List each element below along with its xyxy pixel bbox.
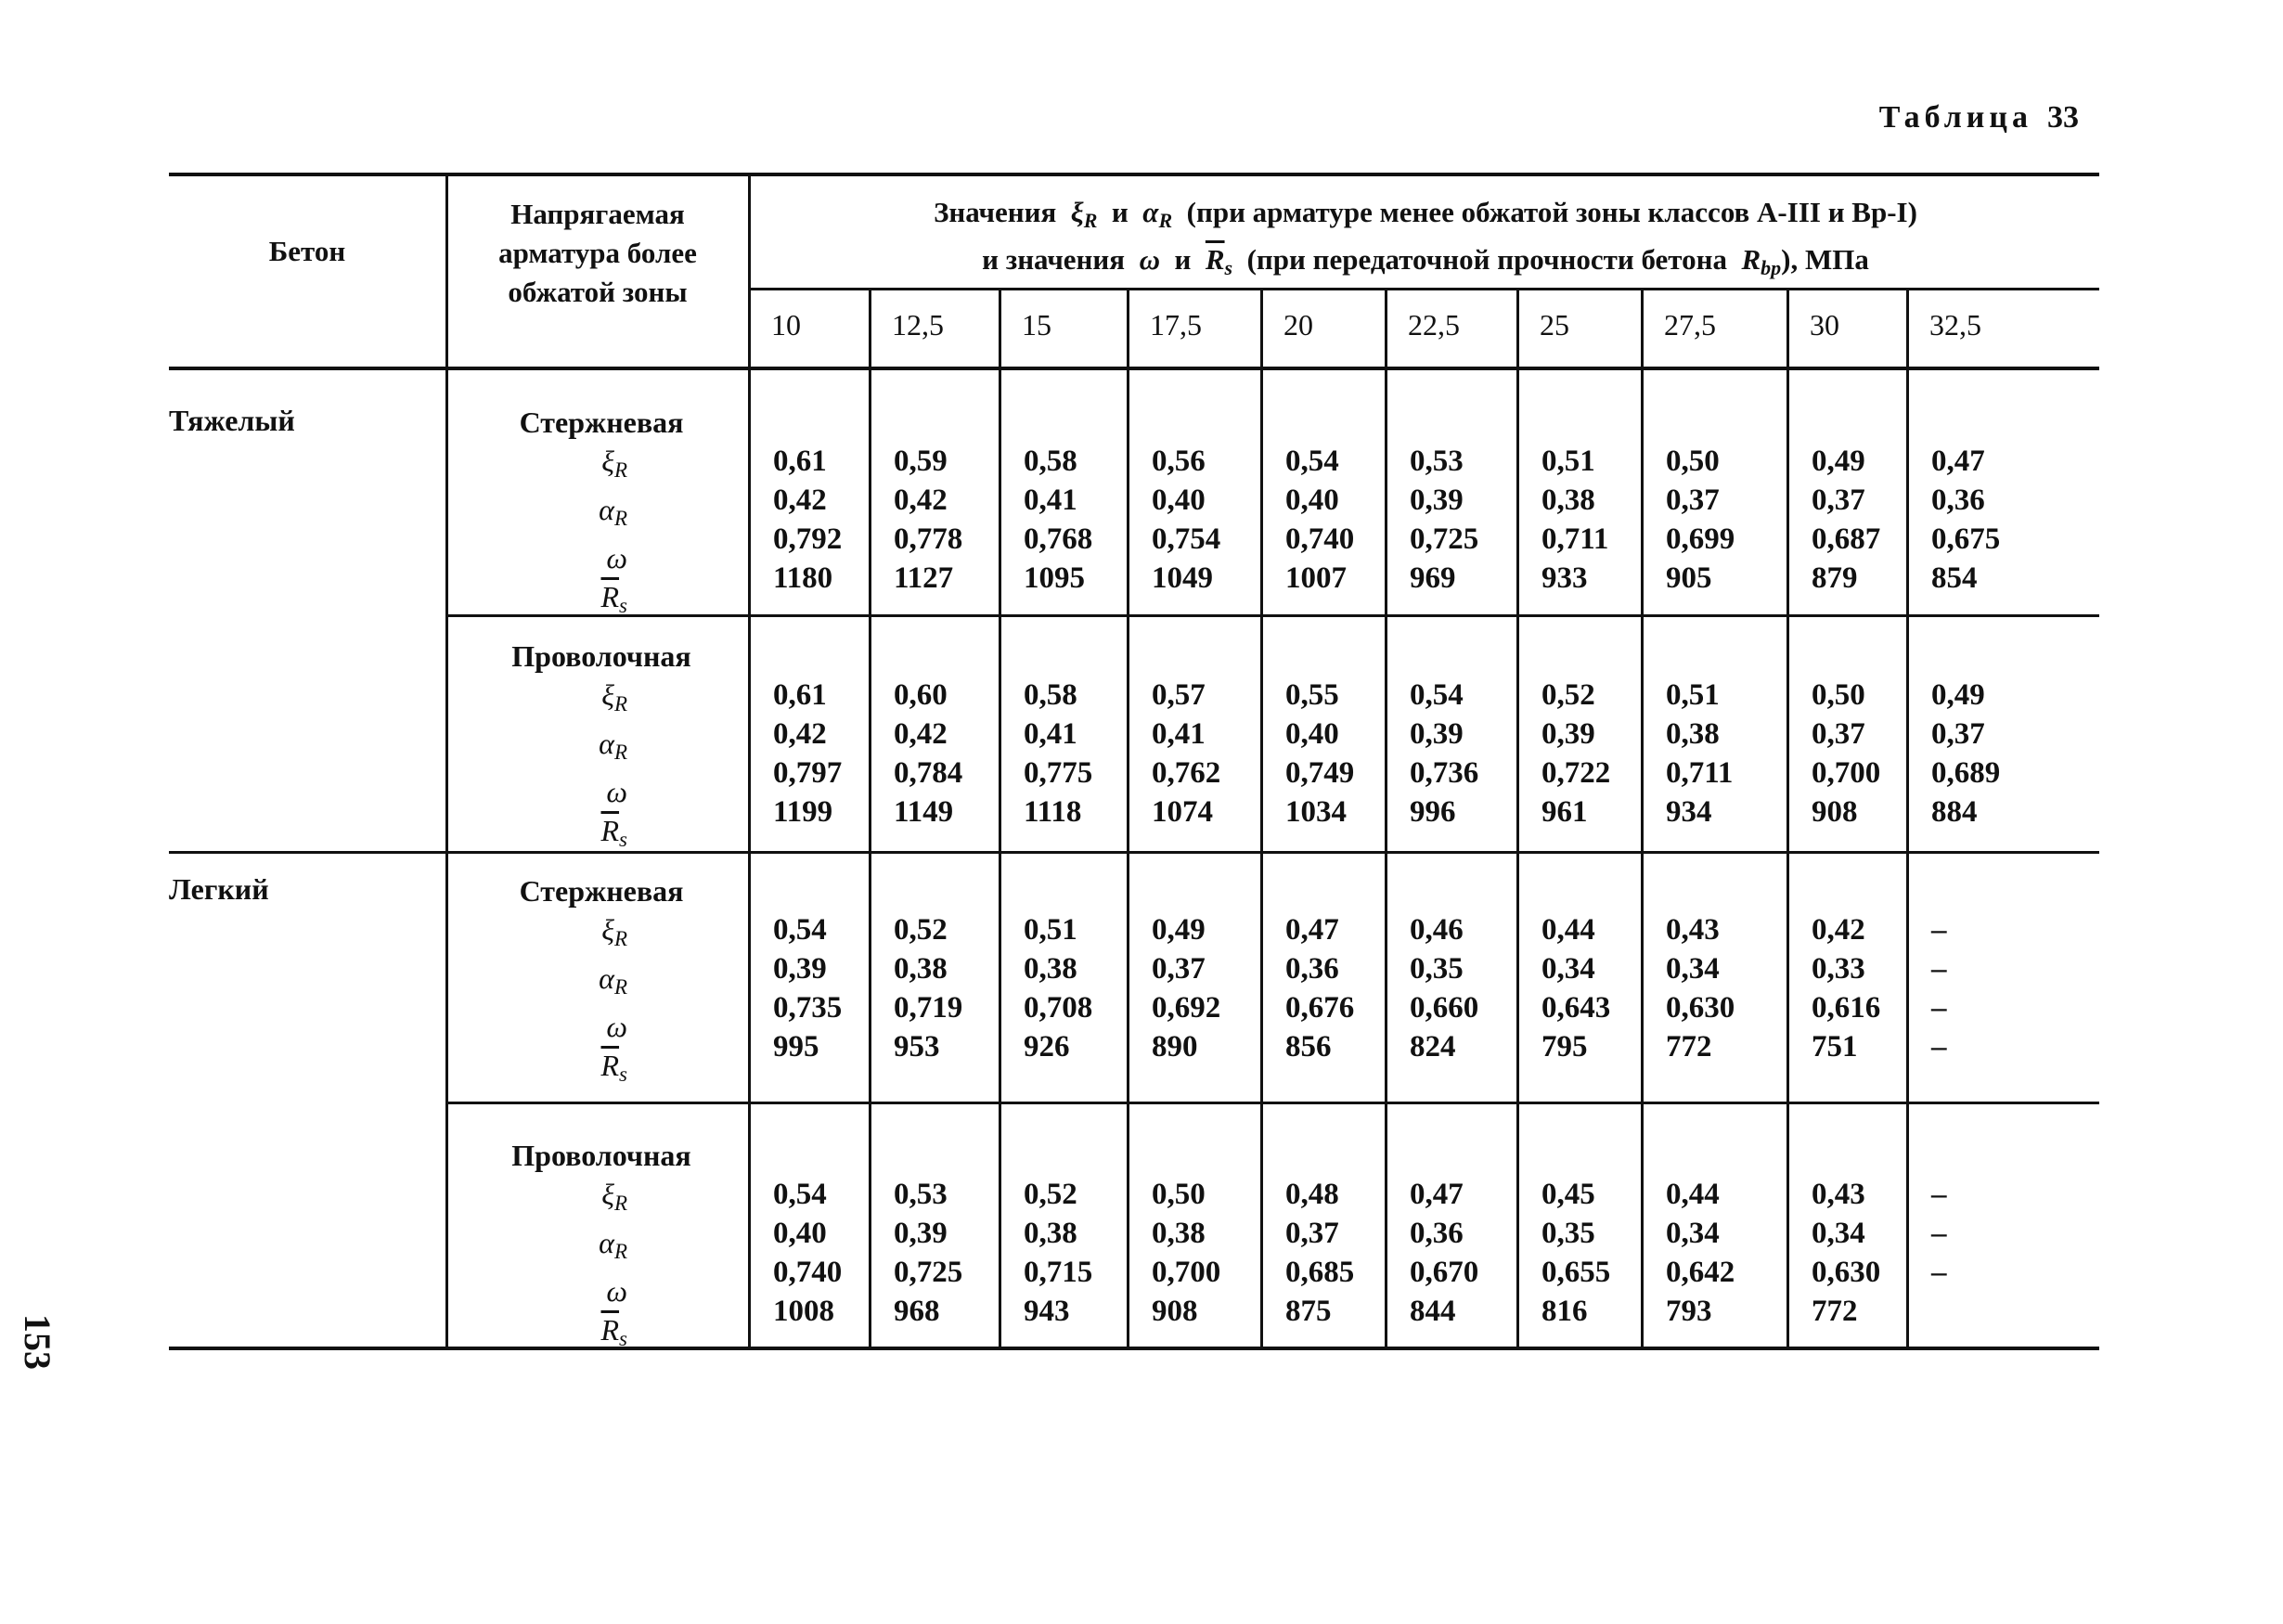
value-cell: 844 xyxy=(1410,1295,1456,1328)
omega-symbol: ω xyxy=(606,775,627,808)
value-cell: 772 xyxy=(1666,1030,1712,1063)
block-rule-3 xyxy=(447,1102,2099,1104)
value-column xyxy=(1909,1175,2099,1331)
value-cell: 0,36 xyxy=(1285,952,1339,986)
page-number: 153 xyxy=(17,1314,58,1370)
armature-block xyxy=(453,871,750,1094)
value-cell: 0,34 xyxy=(1812,1217,1865,1250)
value-cell: 0,55 xyxy=(1285,678,1339,712)
value-column xyxy=(871,1175,999,1331)
value-cell: 0,50 xyxy=(1152,1178,1206,1211)
value-cell: 879 xyxy=(1812,561,1858,595)
value-cell: 0,54 xyxy=(773,913,827,947)
value-column xyxy=(1909,676,2099,831)
xi-r-symbol: $\xi_R$ xyxy=(1064,196,1098,232)
value-column xyxy=(1644,442,1786,598)
value-cell: 0,37 xyxy=(1812,483,1865,517)
value-cell: 1049 xyxy=(1152,561,1213,595)
value-cell: 0,42 xyxy=(1812,913,1865,947)
value-cell: 0,675 xyxy=(1931,522,2001,556)
value-column xyxy=(871,442,999,598)
value-cell: 996 xyxy=(1410,795,1456,829)
value-column xyxy=(1001,910,1127,1066)
value-cell: 0,51 xyxy=(1541,445,1595,478)
value-cell: – xyxy=(1931,1256,1947,1289)
rs-bar-symbol: $\overline{R}_s$ xyxy=(600,580,627,617)
value-cell: 0,797 xyxy=(773,756,843,790)
xi-r-symbol: $\xi_R$ xyxy=(601,913,627,950)
header-text: и xyxy=(1111,196,1129,228)
value-cell: 0,37 xyxy=(1666,483,1720,517)
value-cell: – xyxy=(1931,991,1947,1025)
value-cell: 0,49 xyxy=(1931,678,1985,712)
value-cell: 0,685 xyxy=(1285,1256,1355,1289)
value-cell: 884 xyxy=(1931,795,1978,829)
value-cell: 0,643 xyxy=(1541,991,1611,1025)
concrete-light: Легкий xyxy=(169,872,269,906)
value-cell: 0,39 xyxy=(894,1217,948,1250)
value-column xyxy=(1789,1175,1906,1331)
value-cell: 0,687 xyxy=(1812,522,1881,556)
strength-header: 27,5 xyxy=(1664,308,1716,342)
value-column xyxy=(1129,442,1260,598)
value-cell: 0,722 xyxy=(1541,756,1611,790)
value-cell: 0,38 xyxy=(1541,483,1595,517)
value-cell: 751 xyxy=(1812,1030,1858,1063)
value-column xyxy=(871,910,999,1066)
header-values-line-1 xyxy=(752,193,2099,240)
value-column xyxy=(1519,1175,1641,1331)
value-cell: 0,740 xyxy=(773,1256,843,1289)
value-cell: 0,52 xyxy=(1541,678,1595,712)
strength-header: 17,5 xyxy=(1150,308,1202,342)
value-cell: 0,42 xyxy=(894,483,948,517)
value-column xyxy=(1644,676,1786,831)
value-column xyxy=(1387,1175,1516,1331)
value-cell: 0,39 xyxy=(773,952,827,986)
value-cell: 0,39 xyxy=(1410,483,1464,517)
value-cell: 0,715 xyxy=(1024,1256,1093,1289)
value-cell: – xyxy=(1931,952,1947,986)
value-cell: 0,37 xyxy=(1931,717,1985,751)
value-cell: 0,762 xyxy=(1152,756,1221,790)
value-cell: 0,54 xyxy=(1285,445,1339,478)
value-cell: 0,43 xyxy=(1812,1178,1865,1211)
value-cell: 0,768 xyxy=(1024,522,1093,556)
value-cell: 0,39 xyxy=(1410,717,1464,751)
header-text: и xyxy=(1174,243,1192,276)
value-cell: 0,711 xyxy=(1541,522,1609,556)
value-cell: 0,52 xyxy=(894,913,948,947)
value-cell: 890 xyxy=(1152,1030,1198,1063)
value-column xyxy=(1263,442,1385,598)
value-cell: 0,699 xyxy=(1666,522,1735,556)
value-cell: 0,53 xyxy=(1410,445,1464,478)
value-cell: 0,778 xyxy=(894,522,963,556)
value-cell: 0,35 xyxy=(1541,1217,1595,1250)
value-column xyxy=(1129,910,1260,1066)
value-cell: 0,642 xyxy=(1666,1256,1735,1289)
value-cell: 0,52 xyxy=(1024,1178,1077,1211)
table-label: Таблица xyxy=(1878,100,2032,135)
value-cell: 908 xyxy=(1812,795,1858,829)
value-cell: 0,40 xyxy=(1285,483,1339,517)
value-cell: 0,740 xyxy=(1285,522,1355,556)
value-cell: 905 xyxy=(1666,561,1712,595)
value-cell: 0,44 xyxy=(1541,913,1595,947)
value-column xyxy=(1263,1175,1385,1331)
value-cell: 0,655 xyxy=(1541,1256,1611,1289)
value-cell: 0,41 xyxy=(1024,717,1077,751)
value-cell: 0,36 xyxy=(1931,483,1985,517)
value-cell: 875 xyxy=(1285,1295,1332,1328)
value-cell: 908 xyxy=(1152,1295,1198,1328)
value-cell: 0,38 xyxy=(894,952,948,986)
value-column xyxy=(1519,910,1641,1066)
value-cell: 0,42 xyxy=(773,717,827,751)
armature-block xyxy=(453,1136,750,1359)
value-cell: 0,735 xyxy=(773,991,843,1025)
header-armature xyxy=(449,195,746,312)
value-column xyxy=(1129,676,1260,831)
value-cell: 926 xyxy=(1024,1030,1070,1063)
value-cell: 0,689 xyxy=(1931,756,2001,790)
value-cell: 1127 xyxy=(894,561,954,595)
value-column xyxy=(1789,910,1906,1066)
value-cell: 0,700 xyxy=(1152,1256,1221,1289)
xi-r-symbol: $\xi_R$ xyxy=(601,678,627,715)
value-cell: 0,48 xyxy=(1285,1178,1339,1211)
value-cell: – xyxy=(1931,1217,1947,1250)
value-cell: 0,39 xyxy=(1541,717,1595,751)
value-cell: 0,37 xyxy=(1285,1217,1339,1250)
value-cell: 0,38 xyxy=(1152,1217,1206,1250)
value-column xyxy=(751,1175,869,1331)
value-column xyxy=(1387,910,1516,1066)
value-cell: 0,784 xyxy=(894,756,963,790)
value-cell: 0,40 xyxy=(773,1217,827,1250)
value-cell: 0,47 xyxy=(1285,913,1339,947)
armature-block xyxy=(453,637,750,859)
value-cell: 995 xyxy=(773,1030,819,1063)
value-cell: 0,34 xyxy=(1666,952,1720,986)
rs-bar-symbol: $\overline{R}_s$ xyxy=(600,1049,627,1086)
value-column xyxy=(1789,676,1906,831)
value-column xyxy=(1519,676,1641,831)
value-column xyxy=(871,676,999,831)
value-cell: 0,676 xyxy=(1285,991,1355,1025)
value-cell: 0,616 xyxy=(1812,991,1881,1025)
value-cell: 0,44 xyxy=(1666,1178,1720,1211)
header-concrete: Бетон xyxy=(268,235,346,267)
value-column xyxy=(1519,442,1641,598)
value-cell: 1149 xyxy=(894,795,954,829)
value-cell: 1008 xyxy=(773,1295,834,1328)
value-column xyxy=(1263,676,1385,831)
value-cell: 0,670 xyxy=(1410,1256,1479,1289)
value-cell: 0,51 xyxy=(1666,678,1720,712)
omega-symbol: ω xyxy=(606,541,627,574)
alpha-r-symbol: $\alpha_R$ xyxy=(599,1226,627,1263)
value-cell xyxy=(1931,1292,2099,1331)
rs-bar-symbol: $\overline{R}_s$ xyxy=(600,814,627,851)
value-column xyxy=(1909,442,2099,598)
value-column xyxy=(1001,676,1127,831)
strength-header: 30 xyxy=(1810,308,1839,342)
armature-name: Стержневая xyxy=(519,406,684,439)
value-cell: 0,51 xyxy=(1024,913,1077,947)
value-cell: 1118 xyxy=(1024,795,1082,829)
value-column xyxy=(1263,910,1385,1066)
rs-bar-symbol: $\overline{R}_s$ xyxy=(600,1313,627,1350)
value-cell: 772 xyxy=(1812,1295,1858,1328)
value-cell: 0,754 xyxy=(1152,522,1221,556)
value-column xyxy=(1387,676,1516,831)
value-column xyxy=(1387,442,1516,598)
value-cell: 0,56 xyxy=(1152,445,1206,478)
value-cell: 0,692 xyxy=(1152,991,1221,1025)
value-cell: 0,47 xyxy=(1410,1178,1464,1211)
armature-name: Проволочная xyxy=(511,639,691,673)
header-text: (при арматуре менее обжатой зоны классов А-III и Вр-I) xyxy=(1186,196,1917,228)
header-subrule xyxy=(750,288,2099,290)
value-cell: 0,47 xyxy=(1931,445,1985,478)
value-cell: 0,700 xyxy=(1812,756,1881,790)
value-column xyxy=(1909,910,2099,1066)
value-cell: 0,49 xyxy=(1812,445,1865,478)
value-cell: 0,38 xyxy=(1024,952,1077,986)
value-cell: 0,59 xyxy=(894,445,948,478)
value-cell: 795 xyxy=(1541,1030,1588,1063)
value-cell: 0,630 xyxy=(1666,991,1735,1025)
xi-r-symbol: $\xi_R$ xyxy=(601,445,627,482)
value-cell: 0,630 xyxy=(1812,1256,1881,1289)
header-armature-line: обжатой зоны xyxy=(508,276,688,308)
value-cell: 934 xyxy=(1666,795,1712,829)
header-text: Значения xyxy=(934,196,1057,228)
table-number: 33 xyxy=(2047,100,2079,135)
value-cell: 816 xyxy=(1541,1295,1588,1328)
rbp-symbol: $R_{bp}$ xyxy=(1734,243,1782,279)
strength-header: 25 xyxy=(1540,308,1569,342)
value-cell: 0,61 xyxy=(773,445,827,478)
value-cell: 0,719 xyxy=(894,991,963,1025)
value-cell: 0,43 xyxy=(1666,913,1720,947)
concrete-heavy: Тяжелый xyxy=(169,404,295,437)
value-cell: 0,736 xyxy=(1410,756,1479,790)
value-cell: 1034 xyxy=(1285,795,1347,829)
value-cell: 0,725 xyxy=(1410,522,1479,556)
value-cell: 0,61 xyxy=(773,678,827,712)
value-cell: 0,725 xyxy=(894,1256,963,1289)
header-values xyxy=(752,193,2099,288)
col-divider-concrete xyxy=(445,173,448,1349)
header-values-line-2 xyxy=(752,240,2099,288)
value-cell: 0,775 xyxy=(1024,756,1093,790)
value-cell: 0,660 xyxy=(1410,991,1479,1025)
xi-r-symbol: $\xi_R$ xyxy=(601,1178,627,1215)
alpha-r-symbol: $\alpha_R$ xyxy=(1135,196,1173,232)
header-armature-line: арматура более xyxy=(498,237,697,269)
omega-symbol: ω xyxy=(606,1010,627,1043)
strength-header: 10 xyxy=(771,308,801,342)
value-cell: 953 xyxy=(894,1030,940,1063)
header-text: и значения xyxy=(982,243,1126,276)
value-column xyxy=(1644,1175,1786,1331)
value-cell: 0,45 xyxy=(1541,1178,1595,1211)
strength-header: 22,5 xyxy=(1408,308,1460,342)
omega-symbol: ω xyxy=(1131,243,1167,276)
value-cell: 968 xyxy=(894,1295,940,1328)
armature-block xyxy=(453,403,750,625)
value-cell: 0,33 xyxy=(1812,952,1865,986)
value-cell: 0,38 xyxy=(1024,1217,1077,1250)
armature-name: Стержневая xyxy=(519,874,684,908)
value-cell: 1199 xyxy=(773,795,833,829)
value-cell: 0,46 xyxy=(1410,913,1464,947)
value-cell: 0,711 xyxy=(1666,756,1734,790)
value-column xyxy=(1644,910,1786,1066)
value-cell: 0,50 xyxy=(1666,445,1720,478)
value-cell: 0,42 xyxy=(894,717,948,751)
value-cell: 933 xyxy=(1541,561,1588,595)
value-column xyxy=(751,910,869,1066)
header-text: (при передаточной прочности бетона xyxy=(1246,243,1727,276)
value-cell: 0,40 xyxy=(1152,483,1206,517)
value-cell: 1074 xyxy=(1152,795,1213,829)
value-cell: 0,37 xyxy=(1812,717,1865,751)
table-top-rule xyxy=(169,173,2099,176)
value-cell: 0,35 xyxy=(1410,952,1464,986)
value-cell: – xyxy=(1931,1178,1947,1211)
value-cell: 969 xyxy=(1410,561,1456,595)
value-cell: 0,58 xyxy=(1024,678,1077,712)
value-column xyxy=(1001,1175,1127,1331)
value-cell: 854 xyxy=(1931,561,1978,595)
header-bottom-rule xyxy=(169,367,2099,370)
strength-header: 20 xyxy=(1283,308,1313,342)
value-column xyxy=(1789,442,1906,598)
table-title xyxy=(1879,100,2079,135)
alpha-r-symbol: $\alpha_R$ xyxy=(599,493,627,530)
value-cell: 793 xyxy=(1666,1295,1712,1328)
value-cell: 0,42 xyxy=(773,483,827,517)
value-cell: 0,40 xyxy=(1285,717,1339,751)
alpha-r-symbol: $\alpha_R$ xyxy=(599,961,627,999)
value-cell: 0,37 xyxy=(1152,952,1206,986)
value-cell: 0,41 xyxy=(1152,717,1206,751)
value-cell: – xyxy=(1931,1030,1947,1063)
value-column xyxy=(1129,1175,1260,1331)
armature-name: Проволочная xyxy=(511,1139,691,1172)
value-column xyxy=(751,676,869,831)
value-cell: – xyxy=(1931,913,1947,947)
value-cell: 0,57 xyxy=(1152,678,1206,712)
value-cell: 0,54 xyxy=(773,1178,827,1211)
value-cell: 0,41 xyxy=(1024,483,1077,517)
alpha-r-symbol: $\alpha_R$ xyxy=(599,727,627,764)
value-cell: 1007 xyxy=(1285,561,1347,595)
value-cell: 0,36 xyxy=(1410,1217,1464,1250)
value-cell: 1180 xyxy=(773,561,833,595)
value-cell: 0,50 xyxy=(1812,678,1865,712)
rs-bar-symbol: $\overline{R}_s$ xyxy=(1205,243,1233,279)
value-cell: 0,792 xyxy=(773,522,843,556)
header-text: ), МПа xyxy=(1781,243,1869,276)
value-cell: 0,54 xyxy=(1410,678,1464,712)
value-column xyxy=(751,442,869,598)
value-cell: 0,38 xyxy=(1666,717,1720,751)
value-cell: 961 xyxy=(1541,795,1588,829)
value-cell: 0,60 xyxy=(894,678,948,712)
value-cell: 0,49 xyxy=(1152,913,1206,947)
strength-header: 12,5 xyxy=(892,308,944,342)
omega-symbol: ω xyxy=(606,1274,627,1308)
strength-header: 32,5 xyxy=(1929,308,1981,342)
value-cell: 0,34 xyxy=(1541,952,1595,986)
value-cell: 0,749 xyxy=(1285,756,1355,790)
strength-header: 15 xyxy=(1022,308,1051,342)
value-cell: 943 xyxy=(1024,1295,1070,1328)
value-cell: 0,708 xyxy=(1024,991,1093,1025)
value-cell: 0,58 xyxy=(1024,445,1077,478)
value-cell: 856 xyxy=(1285,1030,1332,1063)
value-column xyxy=(1001,442,1127,598)
value-cell: 1095 xyxy=(1024,561,1085,595)
value-cell: 0,53 xyxy=(894,1178,948,1211)
value-cell: 0,34 xyxy=(1666,1217,1720,1250)
header-armature-line: Напрягаемая xyxy=(510,198,685,230)
value-cell: 824 xyxy=(1410,1030,1456,1063)
